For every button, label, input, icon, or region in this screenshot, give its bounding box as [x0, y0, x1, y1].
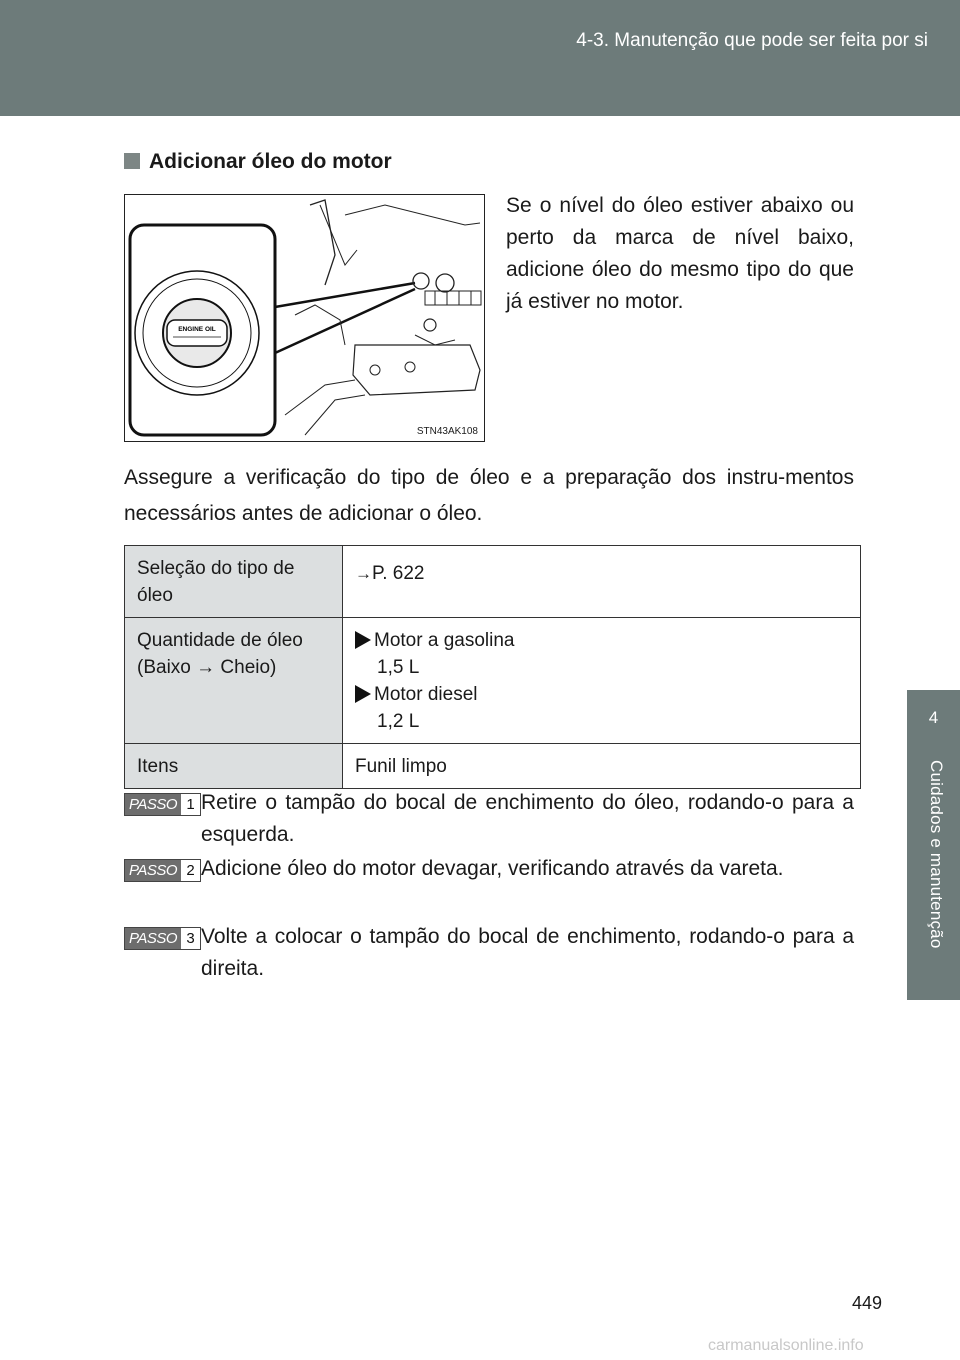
table-label: Quantidade de óleo (Baixo → Cheio) [125, 618, 343, 744]
engine-bay-drawing [125, 195, 485, 442]
table-row [125, 618, 861, 744]
oil-spec-table [124, 545, 861, 789]
table-label: Seleção do tipo de óleo [125, 546, 343, 618]
table-row [125, 546, 861, 618]
chapter-number: 4 [928, 708, 939, 727]
square-bullet-icon [124, 153, 140, 169]
table-value: Funil limpo [343, 744, 861, 789]
table-value [343, 618, 861, 744]
preparation-paragraph: Assegure a verificação do tipo de óleo e a preparação dos instru-mentos necessários antes de adicionar o óleo. [124, 466, 854, 525]
page-number: 449 [852, 1293, 883, 1313]
footer-watermark: carmanualsonline.info [708, 1337, 864, 1354]
triangle-marker-icon [355, 685, 371, 703]
page-header [0, 0, 960, 116]
chapter-label: Cuidados e manutenção [927, 760, 946, 949]
step-badge: PASSO 1 [124, 793, 201, 816]
engine-name: Motor diesel [374, 684, 478, 705]
oil-amount: 1,5 L [377, 657, 420, 678]
cap-label-text: ENGINE OIL [178, 326, 216, 333]
oil-amount: 1,2 L [377, 711, 420, 732]
chapter-tab [907, 690, 960, 750]
chapter-title: 4-3. Manutenção que pode ser feita por si [576, 30, 928, 51]
table-row [125, 744, 861, 789]
figure-code: STN43AK108 [416, 426, 478, 437]
step-text: Volte a colocar o tampão do bocal de enchimento, rodando-o para a direita. [201, 925, 854, 980]
step-badge: PASSO 3 [124, 927, 201, 950]
page-reference: P. 622 [372, 563, 425, 584]
step-badge: PASSO 2 [124, 859, 201, 882]
step-text: Retire o tampão do bocal de enchimento do óleo, rodando-o para a esquerda. [201, 791, 854, 846]
engine-oil-cap-illustration [124, 194, 485, 442]
intro-text: Se o nível do óleo estiver abaixo ou perto da marca de nível baixo, adicione óleo do mesmo tipo do que já estiver no motor. [506, 194, 854, 313]
step-text: Adicione óleo do motor devagar, verificando através da vareta. [201, 857, 784, 880]
engine-name: Motor a gasolina [374, 630, 515, 651]
arrow-right-icon: → [355, 564, 372, 583]
triangle-marker-icon [355, 631, 371, 649]
table-label: Itens [125, 744, 343, 789]
table-value [343, 546, 861, 618]
section-title: Adicionar óleo do motor [124, 150, 392, 174]
